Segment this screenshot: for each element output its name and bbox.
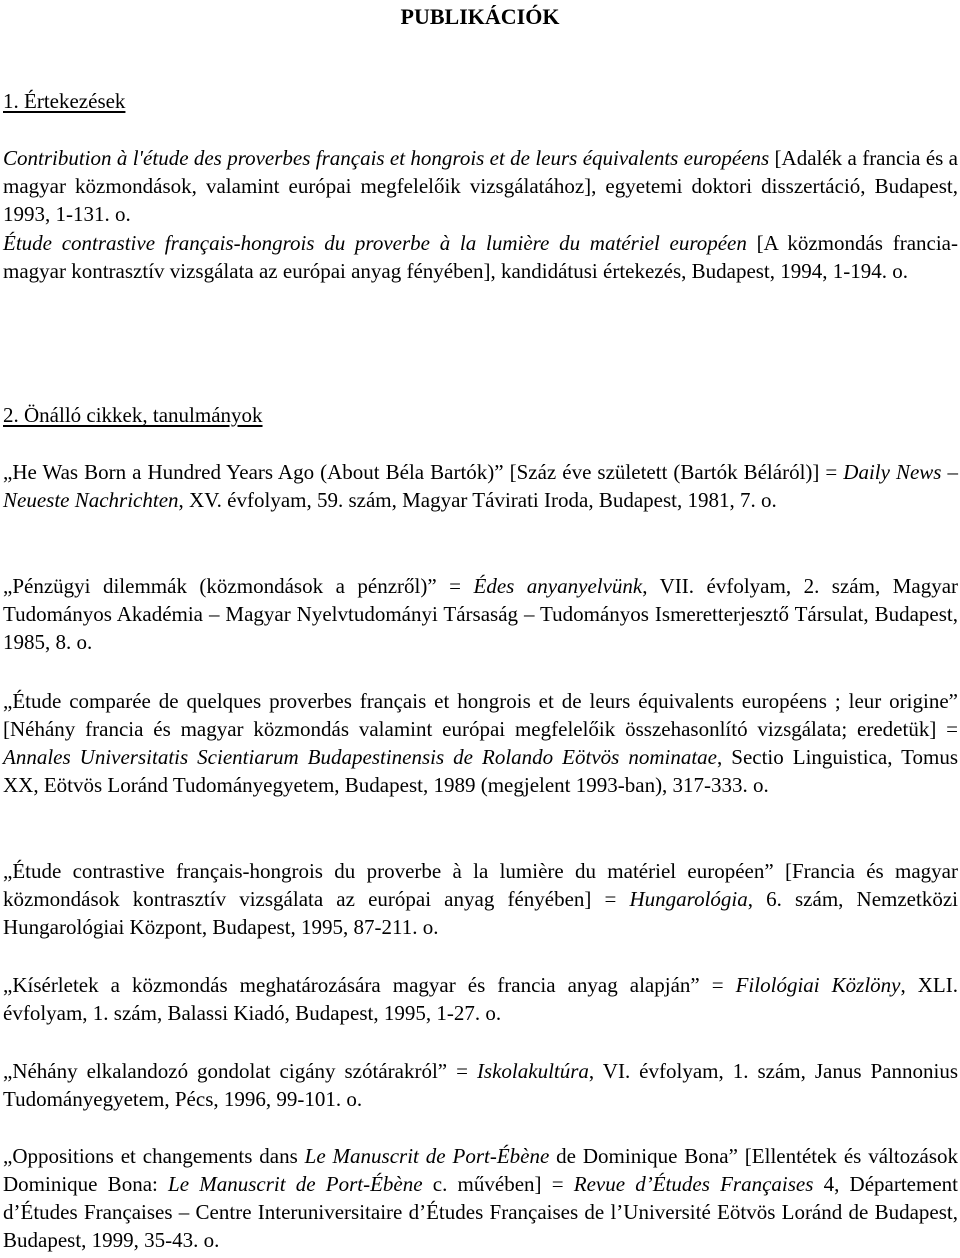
entry-details: , VII. évfolyam, 2. szám, Magyar Tudományos Akadémia – Magyar Nyelvtudományi Társaság – Tudományos Ismeretterjesztő Társulat, Budapest, 1985, 8. o. [3, 574, 959, 654]
entry-title: „He Was Born a Hundred Years Ago (About Béla Bartók)” [Száz éve született (Bartók Béláról)] = [3, 460, 844, 484]
entry-details: , VI. évfolyam, 1. szám, Janus Pannonius Tudományegyetem, Pécs, 1996, 99-101. o. [3, 1059, 959, 1111]
journal-title: Filológiai Közlöny [735, 973, 901, 997]
entry-title: Étude contrastive français-hongrois du proverbe à la lumière du matériel européen [3, 231, 747, 255]
entry-title: „Kísérletek a közmondás meghatározására magyar és francia anyag alapján” = [3, 973, 736, 997]
journal-title: Iskolakultúra [476, 1059, 589, 1083]
dissertation-entry [3, 229, 958, 285]
page-title: PUBLIKÁCIÓK [400, 4, 560, 29]
article-entry [3, 857, 958, 941]
entry-title: „Étude contrastive français-hongrois du proverbe à la lumière du matériel européen” [Francia és magyar közmondások kontrasztív vizsgálata az európai anyag fényében] = [3, 859, 958, 911]
article-entry [3, 1142, 958, 1254]
entry-details: [A közmondás francia-magyar kontrasztív vizsgálata az európai anyag fényében], kandidátusi értekezés, Budapest, 1994, 1-194. o. [3, 231, 958, 283]
entry-title: „Néhány elkalandozó gondolat cigány szótárakról” = [3, 1059, 477, 1083]
entry-details: 4, Département d’Études Françaises – Centre Interuniversitaire d’Études Françaises de l’Université Eötvös Loránd de Budapest, Budapest, 1999, 35-43. o. [3, 1172, 958, 1252]
section-heading-dissertations: 1. Értekezések [3, 89, 126, 113]
article-entry [3, 1057, 958, 1113]
journal-title: Annales Universitatis Scientiarum Budapestinensis de Rolando Eötvös nominatae [3, 745, 717, 769]
entry-title: „Pénzügyi dilemmák (közmondások a pénzről)” = [3, 574, 474, 598]
article-entry [3, 687, 958, 799]
dissertation-entry [3, 144, 958, 228]
article-entry [3, 572, 958, 656]
entry-details: , Sectio Linguistica, Tomus XX, Eötvös Loránd Tudományegyetem, Budapest, 1989 (megjelent 1993-ban), 317-333. o. [3, 745, 958, 797]
journal-title: Hungarológia [629, 887, 748, 911]
entry-title: „Oppositions et changements dans [3, 1144, 305, 1168]
book-title: Le Manuscrit de Port-Ébène [168, 1172, 423, 1196]
entry-details: , XV. évfolyam, 59. szám, Magyar Távirati Iroda, Budapest, 1981, 7. o. [178, 488, 777, 512]
section-heading-articles: 2. Önálló cikkek, tanulmányok [3, 403, 263, 427]
journal-title: Daily News – Neueste Nachrichten [3, 460, 958, 512]
entry-details: , XLI. évfolyam, 1. szám, Balassi Kiadó, Budapest, 1995, 1-27. o. [3, 973, 958, 1025]
article-entry [3, 971, 958, 1027]
entry-details: c. művében] = [422, 1172, 574, 1196]
entry-details: , 6. szám, Nemzetközi Hungarológiai Központ, Budapest, 1995, 87-211. o. [3, 887, 958, 939]
article-entry [3, 458, 958, 514]
book-title: Le Manuscrit de Port-Ébène [304, 1144, 550, 1168]
entry-title: „Étude comparée de quelques proverbes français et hongrois et de leurs équivalents européens ; leur origine” [Néhány francia és magyar közmondás valamint európai megfelelőik összehasonlító vizsgálata; eredetük] = [3, 689, 958, 741]
entry-details: de Dominique Bona” [Ellentétek és változások Dominique Bona: [3, 1144, 959, 1196]
entry-details: [Adalék a francia és a magyar közmondások, valamint európai megfelelőik vizsgálatához], egyetemi doktori disszertáció, Budapest, 1993, 1-131. o. [3, 146, 958, 226]
journal-title: Édes anyanyelvünk [473, 574, 643, 598]
entry-title: Contribution à l'étude des proverbes français et hongrois et de leurs équivalents européens [3, 146, 770, 170]
journal-title: Revue d’Études Françaises [573, 1172, 814, 1196]
